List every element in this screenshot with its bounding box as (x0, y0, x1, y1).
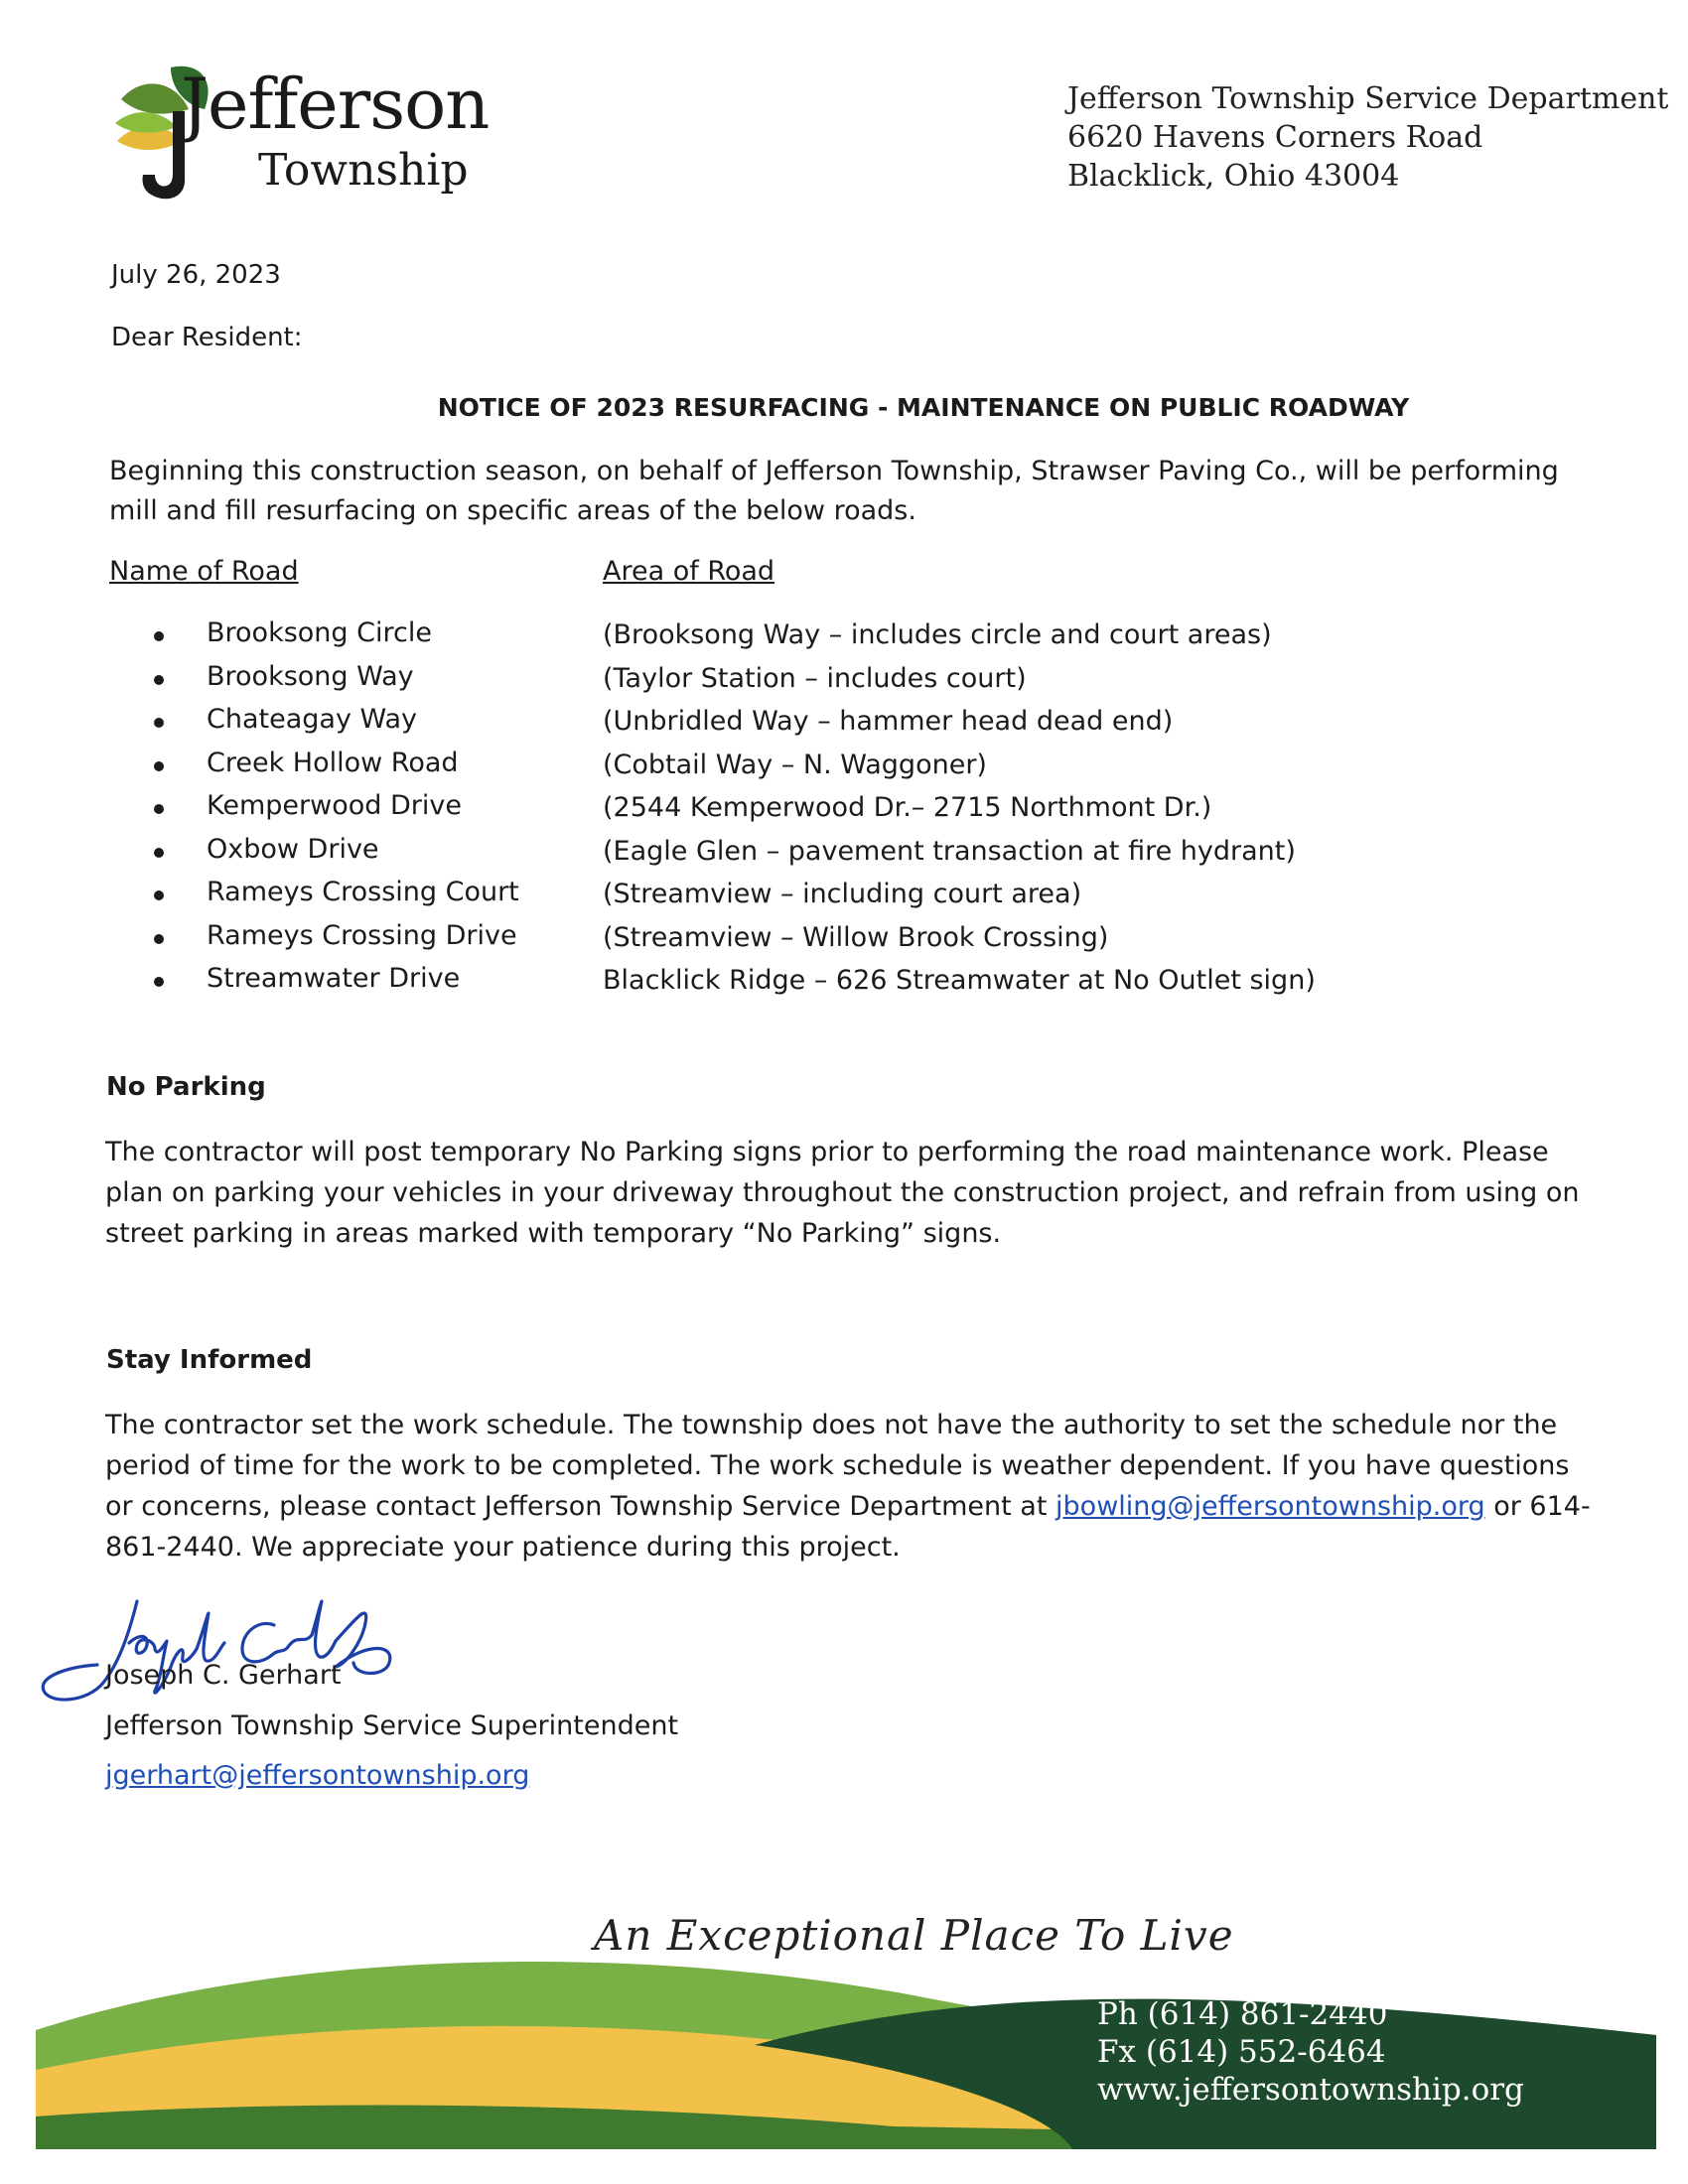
road-list-item (154, 704, 1445, 748)
road-name: Rameys Crossing Court (207, 877, 519, 907)
road-name: Oxbow Drive (207, 833, 379, 865)
bullet-icon (154, 934, 164, 944)
column-header-road-name: Name of Road (109, 556, 299, 587)
road-area: (Brooksong Way – includes circle and court areas) (603, 619, 1272, 650)
bullet-icon (154, 675, 164, 685)
logo-wordmark-jefferson: Jefferson (181, 64, 490, 145)
road-area: (Taylor Station – includes court) (603, 662, 1027, 694)
road-name: Brooksong Way (207, 660, 414, 692)
footer-fax: Fx (614) 552-6464 (1097, 2034, 1386, 2070)
footer-contact-block (1097, 1995, 1524, 2109)
signer-name: Joseph C. Gerhart (105, 1660, 342, 1691)
bullet-icon (154, 977, 164, 987)
road-area: (2544 Kemperwood Dr.– 2715 Northmont Dr.) (603, 792, 1212, 823)
no-parking-heading: No Parking (106, 1072, 266, 1102)
road-list-item (154, 834, 1445, 878)
road-area: Blacklick Ridge – 626 Streamwater at No Outlet sign) (603, 965, 1316, 996)
letter-date: July 26, 2023 (111, 260, 281, 290)
bullet-icon (154, 890, 164, 900)
street-address: 6620 Havens Corners Road (1067, 120, 1483, 155)
salutation: Dear Resident: (111, 323, 303, 352)
footer-website-link[interactable]: www.jeffersontownship.org (1097, 2072, 1524, 2108)
road-area: (Streamview – including court area) (603, 879, 1082, 909)
stay-informed-text-end: or 614-861-2440. We appreciate your patience during this project. (105, 1491, 1591, 1563)
bullet-icon (154, 718, 164, 728)
department-name: Jefferson Township Service Department (1067, 81, 1669, 116)
notice-title: NOTICE OF 2023 RESURFACING - MAINTENANCE ON PUBLIC ROADWAY (437, 393, 1410, 422)
letterhead-address (1067, 79, 1668, 196)
township-logo (109, 58, 526, 206)
footer-phone: Ph (614) 861-2440 (1097, 1996, 1388, 2032)
road-name: Creek Hollow Road (207, 747, 459, 778)
road-list-item (154, 617, 1445, 661)
no-parking-paragraph: The contractor will post temporary No Parking signs prior to performing the road maintenance work. Please plan on parking your vehicles in your driveway throughout the construction project, and refrain from using on street parking in areas marked with temporary “No Parking” signs. (105, 1137, 1580, 1249)
road-list (154, 617, 1445, 1007)
road-area: (Unbridled Way – hammer head dead end) (603, 706, 1174, 737)
road-name: Streamwater Drive (207, 963, 461, 994)
road-list-item (154, 790, 1445, 834)
bullet-icon (154, 631, 164, 641)
stay-informed-heading: Stay Informed (106, 1345, 313, 1375)
road-list-item (154, 877, 1445, 920)
footer-tagline: An Exceptional Place To Live (594, 1911, 1234, 1960)
contact-email-link[interactable]: jbowling@jeffersontownship.org (1055, 1491, 1485, 1522)
road-list-item (154, 661, 1445, 705)
road-area: (Eagle Glen – pavement transaction at fire hydrant) (603, 835, 1296, 867)
column-header-road-area: Area of Road (603, 556, 775, 587)
bullet-icon (154, 848, 164, 858)
road-list-item (154, 748, 1445, 791)
logo-wordmark-township: Township (258, 145, 469, 196)
city-address: Blacklick, Ohio 43004 (1067, 159, 1400, 194)
signer-email-link[interactable]: jgerhart@jeffersontownship.org (105, 1760, 530, 1791)
road-name: Chateagay Way (207, 704, 417, 735)
stay-informed-text: The contractor set the work schedule. The township does not have the authority to set the schedule nor the period of time for the work to be completed. The work schedule is weather dependent. If you have questions or concerns, please contact Jefferson Township Service Department at (105, 1410, 1570, 1522)
intro-paragraph: Beginning this construction season, on behalf of Jefferson Township, Strawser Paving Co., will be performing mill and fill resurfacing on specific areas of the below roads. (109, 456, 1559, 526)
road-name: Rameys Crossing Drive (207, 919, 517, 951)
bullet-icon (154, 804, 164, 814)
handwritten-signature-icon (38, 1583, 455, 1712)
road-area: (Cobtail Way – N. Waggoner) (603, 749, 987, 780)
road-name: Kemperwood Drive (207, 790, 462, 821)
road-area: (Streamview – Willow Brook Crossing) (603, 921, 1109, 953)
road-list-item (154, 920, 1445, 964)
signer-title: Jefferson Township Service Superintendent (105, 1710, 679, 1741)
road-name: Brooksong Circle (207, 617, 432, 648)
bullet-icon (154, 761, 164, 771)
stay-informed-paragraph (105, 1405, 1605, 1568)
road-list-item (154, 963, 1445, 1007)
